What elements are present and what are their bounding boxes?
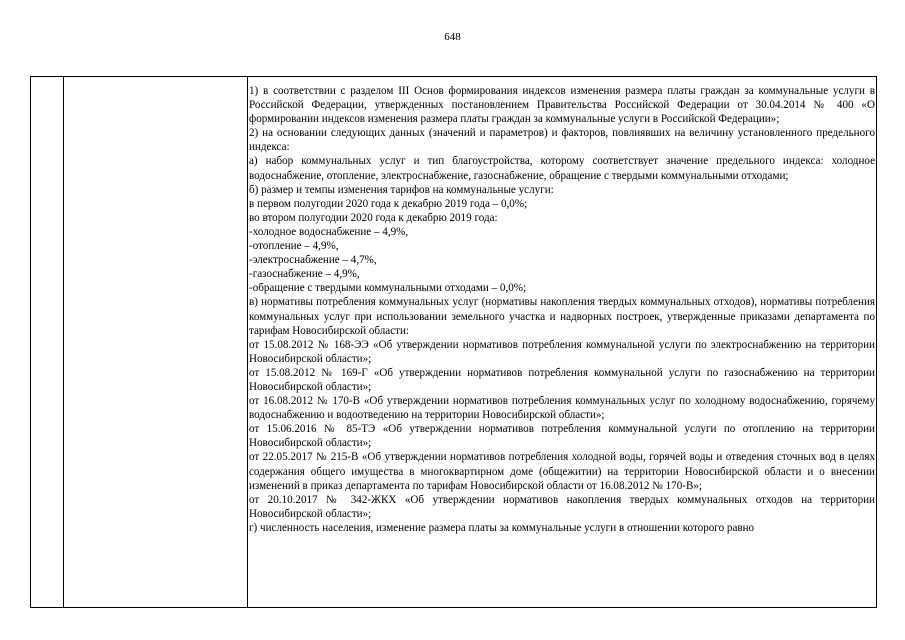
paragraph: -электроснабжение – 4,7%,	[249, 254, 377, 267]
paragraph: -газоснабжение – 4,9%,	[249, 268, 360, 281]
paragraph: -отопление – 4,9%,	[249, 240, 339, 253]
paragraph: -обращение с твердыми коммунальными отходами – 0,0%;	[249, 282, 527, 295]
paragraph: 1) в соответствии с разделом III Основ формирования индексов изменения размера платы граждан за коммунальные услуги в Российской Федерации, утвержденных постановлением Правительства Российской Федерации от 30.04.2014 № 400 «О формировании индексов изменения размера платы граждан за коммунальные услуги в Российской Федерации»;	[249, 85, 875, 126]
paragraph: в) нормативы потребления коммунальных услуг (нормативы накопления твердых коммунальных отходов), нормативы потребления коммунальных услуг при использовании земельного участка и надворных построек, утвержденные приказами департамента по тарифам Новосибирской области:	[249, 296, 875, 337]
paragraph: во втором полугодии 2020 года к декабрю 2019 года:	[249, 211, 498, 224]
column-divider-1	[63, 77, 64, 607]
paragraph: от 15.08.2012 № 168-ЭЭ «Об утверждении нормативов потребления коммунальной услуги по электроснабжению на территории Новосибирской области»;	[249, 338, 875, 365]
paragraph: -холодное водоснабжение – 4,9%,	[249, 225, 409, 238]
document-table	[30, 76, 877, 608]
paragraph: от 22.05.2017 № 215-В «Об утверждении нормативов потребления холодной воды, горячей воды и отведения сточных вод в целях содержания общего имущества в многоквартирном доме (общежитии) на территории Новосибирской области и о внесении изменений в приказ департамента по тарифам Новосибирской области от 16.08.2012 № 170-В»;	[249, 451, 875, 492]
paragraph: от 15.08.2012 № 169-Г «Об утверждении нормативов потребления коммунальной услуги по газоснабжению на территории Новосибирской области»;	[249, 366, 875, 393]
paragraph: от 16.08.2012 № 170-В «Об утверждении нормативов потребления коммунальных услуг по холодному водоснабжению, горячему водоснабжению и водоотведению на территории Новосибирской области»;	[249, 395, 875, 422]
paragraph: г) численность населения, изменение размера платы за коммунальные услуги в отношении которого равно	[249, 521, 755, 534]
text-cell	[249, 84, 875, 535]
paragraph: а) набор коммунальных услуг и тип благоустройства, которому соответствует значение предельного индекса: холодное водоснабжение, отопление, электроснабжение, газоснабжение, обращение с твердыми коммунальными отходами;	[249, 155, 875, 182]
paragraph: 2) на основании следующих данных (значений и параметров) и факторов, повлиявших на величину установленного предельного индекса:	[249, 127, 875, 154]
paragraph: от 15.06.2016 № 85-ТЭ «Об утверждении нормативов потребления коммунальной услуги по отоплению на территории Новосибирской области»;	[249, 423, 875, 450]
paragraph: от 20.10.2017 № 342-ЖКХ «Об утверждении нормативов накопления твердых коммунальных отходов на территории Новосибирской области»;	[249, 493, 875, 520]
paragraph: в первом полугодии 2020 года к декабрю 2019 года – 0,0%;	[249, 197, 528, 210]
paragraph: б) размер и темпы изменения тарифов на коммунальные услуги:	[249, 183, 554, 196]
column-divider-2	[247, 77, 248, 607]
page-number: 648	[444, 31, 461, 43]
